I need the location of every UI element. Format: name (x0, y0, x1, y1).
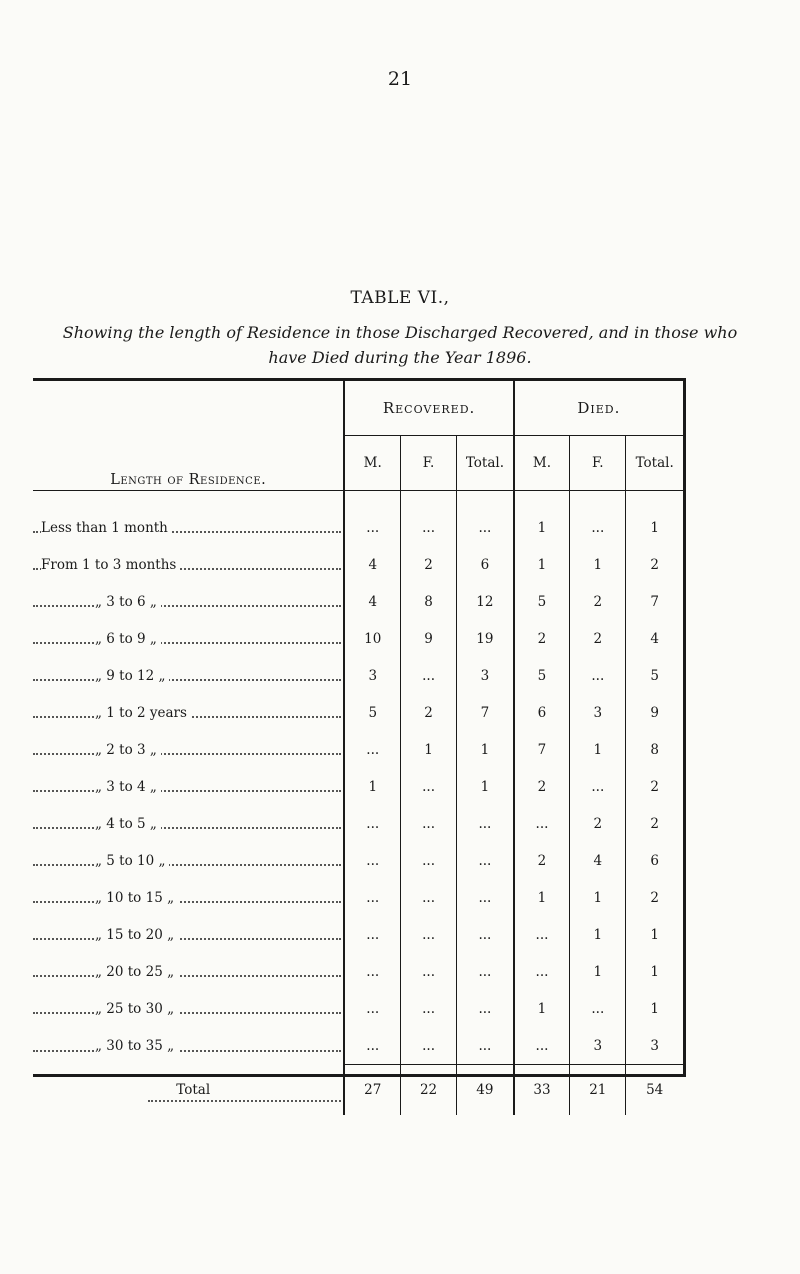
cell-died-m: ... (514, 953, 570, 990)
cell-died-total: 9 (626, 694, 683, 731)
row-label (33, 953, 344, 990)
cell-recovered-total: 1 (457, 768, 514, 805)
table-title: TABLE VI., (350, 288, 450, 308)
cell-recovered-m: ... (344, 842, 400, 879)
cell-recovered-m: ... (344, 879, 400, 916)
row-label-text: „ 2 to 3 „ (95, 742, 161, 758)
leader-dots (33, 901, 341, 903)
row-label (33, 990, 344, 1027)
leader-dots (33, 975, 341, 977)
row-label-text: „ 5 to 10 „ (95, 853, 169, 869)
cell-died-m: 2 (514, 842, 570, 879)
cell-recovered-total: ... (457, 953, 514, 990)
cell-recovered-total: 3 (457, 657, 514, 694)
table-subtitle (38, 320, 762, 370)
cell-recovered-f: 1 (401, 731, 457, 768)
cell-recovered-m: 5 (344, 694, 400, 731)
cell-died-m: 1 (514, 491, 570, 547)
cell-died-m: 5 (514, 583, 570, 620)
cell-died-total: 1 (626, 990, 683, 1027)
leader-dots (33, 679, 341, 681)
cell-recovered-m: 10 (344, 620, 400, 657)
cell-died-m: ... (514, 916, 570, 953)
row-label (33, 491, 344, 547)
row-label (33, 657, 344, 694)
cell-recovered-f: ... (401, 491, 457, 547)
residence-table-frame (33, 378, 686, 1098)
cell-recovered-m: 27 (344, 1065, 400, 1116)
cell-recovered-total: ... (457, 842, 514, 879)
header-died-total: Total. (626, 436, 683, 491)
cell-died-f: 4 (570, 842, 626, 879)
row-label (33, 805, 344, 842)
cell-died-total: 5 (626, 657, 683, 694)
cell-died-total: 54 (626, 1065, 683, 1116)
cell-died-total: 4 (626, 620, 683, 657)
cell-died-total: 2 (626, 879, 683, 916)
cell-recovered-m: ... (344, 916, 400, 953)
row-label (33, 1027, 344, 1065)
cell-recovered-total: ... (457, 1027, 514, 1065)
cell-died-total: 3 (626, 1027, 683, 1065)
row-label (33, 694, 344, 731)
cell-recovered-total: ... (457, 491, 514, 547)
table-row (33, 953, 683, 990)
row-label-text: „ 1 to 2 years (95, 705, 191, 721)
row-label (33, 916, 344, 953)
row-label (33, 768, 344, 805)
leader-dots (33, 790, 341, 792)
cell-recovered-total: ... (457, 916, 514, 953)
table-row (33, 620, 683, 657)
row-label-text: Less than 1 month (41, 520, 172, 536)
leader-dots (33, 1012, 341, 1014)
cell-recovered-total: 19 (457, 620, 514, 657)
cell-recovered-f: ... (401, 990, 457, 1027)
header-died-f: F. (570, 436, 626, 491)
cell-died-total: 2 (626, 546, 683, 583)
cell-recovered-total: 7 (457, 694, 514, 731)
cell-died-f: 21 (570, 1065, 626, 1116)
leader-dots (33, 938, 341, 940)
table-row (33, 1027, 683, 1065)
cell-recovered-m: ... (344, 953, 400, 990)
leader-dots (33, 605, 341, 607)
cell-died-f: 1 (570, 953, 626, 990)
leader-dots (33, 753, 341, 755)
leader-dots (33, 642, 341, 644)
leader-dots (33, 1050, 341, 1052)
cell-died-f: 1 (570, 879, 626, 916)
row-label (33, 731, 344, 768)
leader-dots (33, 827, 341, 829)
row-label-text: „ 15 to 20 „ (95, 927, 178, 943)
row-label-text: „ 4 to 5 „ (95, 816, 161, 832)
cell-died-f: 2 (570, 805, 626, 842)
cell-recovered-f: ... (401, 1027, 457, 1065)
row-label-text: „ 10 to 15 „ (95, 890, 178, 906)
row-label (33, 879, 344, 916)
cell-died-total: 2 (626, 805, 683, 842)
cell-recovered-total: ... (457, 879, 514, 916)
cell-died-m: 5 (514, 657, 570, 694)
cell-died-total: 1 (626, 491, 683, 547)
row-label-text: „ 6 to 9 „ (95, 631, 161, 647)
cell-recovered-f: 2 (401, 694, 457, 731)
cell-recovered-total: 49 (457, 1065, 514, 1116)
cell-recovered-m: ... (344, 990, 400, 1027)
leader-dots (148, 1100, 341, 1102)
header-died-m: M. (514, 436, 570, 491)
cell-died-f: 3 (570, 1027, 626, 1065)
total-row (33, 1065, 683, 1116)
cell-died-m: ... (514, 1027, 570, 1065)
row-label (33, 1065, 344, 1116)
cell-died-total: 2 (626, 768, 683, 805)
row-label-text: „ 30 to 35 „ (95, 1038, 178, 1054)
cell-died-total: 7 (626, 583, 683, 620)
row-label-text: „ 25 to 30 „ (95, 1001, 178, 1017)
cell-died-m: 2 (514, 768, 570, 805)
cell-died-f: ... (570, 990, 626, 1027)
table-row (33, 694, 683, 731)
page-number: 21 (387, 68, 413, 90)
cell-died-m: 1 (514, 879, 570, 916)
cell-recovered-m: 4 (344, 546, 400, 583)
cell-recovered-m: 3 (344, 657, 400, 694)
cell-died-f: 2 (570, 583, 626, 620)
cell-died-f: 2 (570, 620, 626, 657)
cell-died-total: 1 (626, 916, 683, 953)
cell-recovered-total: ... (457, 990, 514, 1027)
cell-recovered-f: 2 (401, 546, 457, 583)
row-label-text: „ 20 to 25 „ (95, 964, 178, 980)
table-body (33, 491, 683, 1116)
cell-died-total: 1 (626, 953, 683, 990)
cell-died-f: ... (570, 768, 626, 805)
cell-recovered-f: 9 (401, 620, 457, 657)
row-label-text: „ 3 to 6 „ (95, 594, 161, 610)
cell-died-f: 1 (570, 731, 626, 768)
header-recovered-total: Total. (457, 436, 514, 491)
cell-recovered-f: ... (401, 805, 457, 842)
row-label-text: „ 9 to 12 „ (95, 668, 169, 684)
row-label-text: „ 3 to 4 „ (95, 779, 161, 795)
cell-recovered-f: ... (401, 842, 457, 879)
subtitle-line-2: have Died during the Year 1896. (268, 348, 532, 367)
header-recovered: Recovered. (344, 381, 513, 436)
cell-recovered-m: ... (344, 491, 400, 547)
table-row (33, 990, 683, 1027)
cell-recovered-total: 6 (457, 546, 514, 583)
table-row (33, 805, 683, 842)
cell-died-m: 1 (514, 990, 570, 1027)
cell-recovered-f: ... (401, 879, 457, 916)
cell-recovered-m: ... (344, 1027, 400, 1065)
cell-recovered-m: 1 (344, 768, 400, 805)
cell-recovered-m: ... (344, 731, 400, 768)
cell-died-m: 6 (514, 694, 570, 731)
cell-recovered-f: ... (401, 657, 457, 694)
cell-recovered-f: 22 (401, 1065, 457, 1116)
cell-recovered-total: 1 (457, 731, 514, 768)
cell-died-f: 1 (570, 546, 626, 583)
table-row (33, 657, 683, 694)
header-recovered-m: M. (344, 436, 400, 491)
table-row (33, 842, 683, 879)
cell-died-total: 6 (626, 842, 683, 879)
row-label (33, 842, 344, 879)
cell-recovered-f: ... (401, 953, 457, 990)
cell-died-m: 33 (514, 1065, 570, 1116)
subtitle-line-1: Showing the length of Residence in those Discharged Recovered, and in those who (62, 323, 738, 342)
table-row (33, 491, 683, 547)
header-length-of-residence: Length of Residence. (33, 381, 344, 491)
cell-recovered-f: 8 (401, 583, 457, 620)
cell-died-m: 1 (514, 546, 570, 583)
cell-recovered-f: ... (401, 768, 457, 805)
cell-recovered-total: 12 (457, 583, 514, 620)
header-recovered-f: F. (401, 436, 457, 491)
cell-died-f: 3 (570, 694, 626, 731)
cell-died-m: ... (514, 805, 570, 842)
leader-dots (33, 864, 341, 866)
cell-died-f: ... (570, 491, 626, 547)
table-row (33, 879, 683, 916)
row-label-text: Total (170, 1082, 214, 1098)
cell-died-m: 7 (514, 731, 570, 768)
cell-died-f: 1 (570, 916, 626, 953)
header-died: Died. (514, 381, 683, 436)
table-row (33, 546, 683, 583)
cell-recovered-m: ... (344, 805, 400, 842)
cell-recovered-total: ... (457, 805, 514, 842)
row-label (33, 620, 344, 657)
row-label (33, 546, 344, 583)
table-row (33, 731, 683, 768)
cell-died-m: 2 (514, 620, 570, 657)
table-row (33, 916, 683, 953)
row-label (33, 583, 344, 620)
residence-table (33, 381, 683, 1115)
cell-died-total: 8 (626, 731, 683, 768)
table-row (33, 583, 683, 620)
row-label-text: From 1 to 3 months (41, 557, 180, 573)
cell-recovered-m: 4 (344, 583, 400, 620)
table-row (33, 768, 683, 805)
cell-recovered-f: ... (401, 916, 457, 953)
cell-died-f: ... (570, 657, 626, 694)
